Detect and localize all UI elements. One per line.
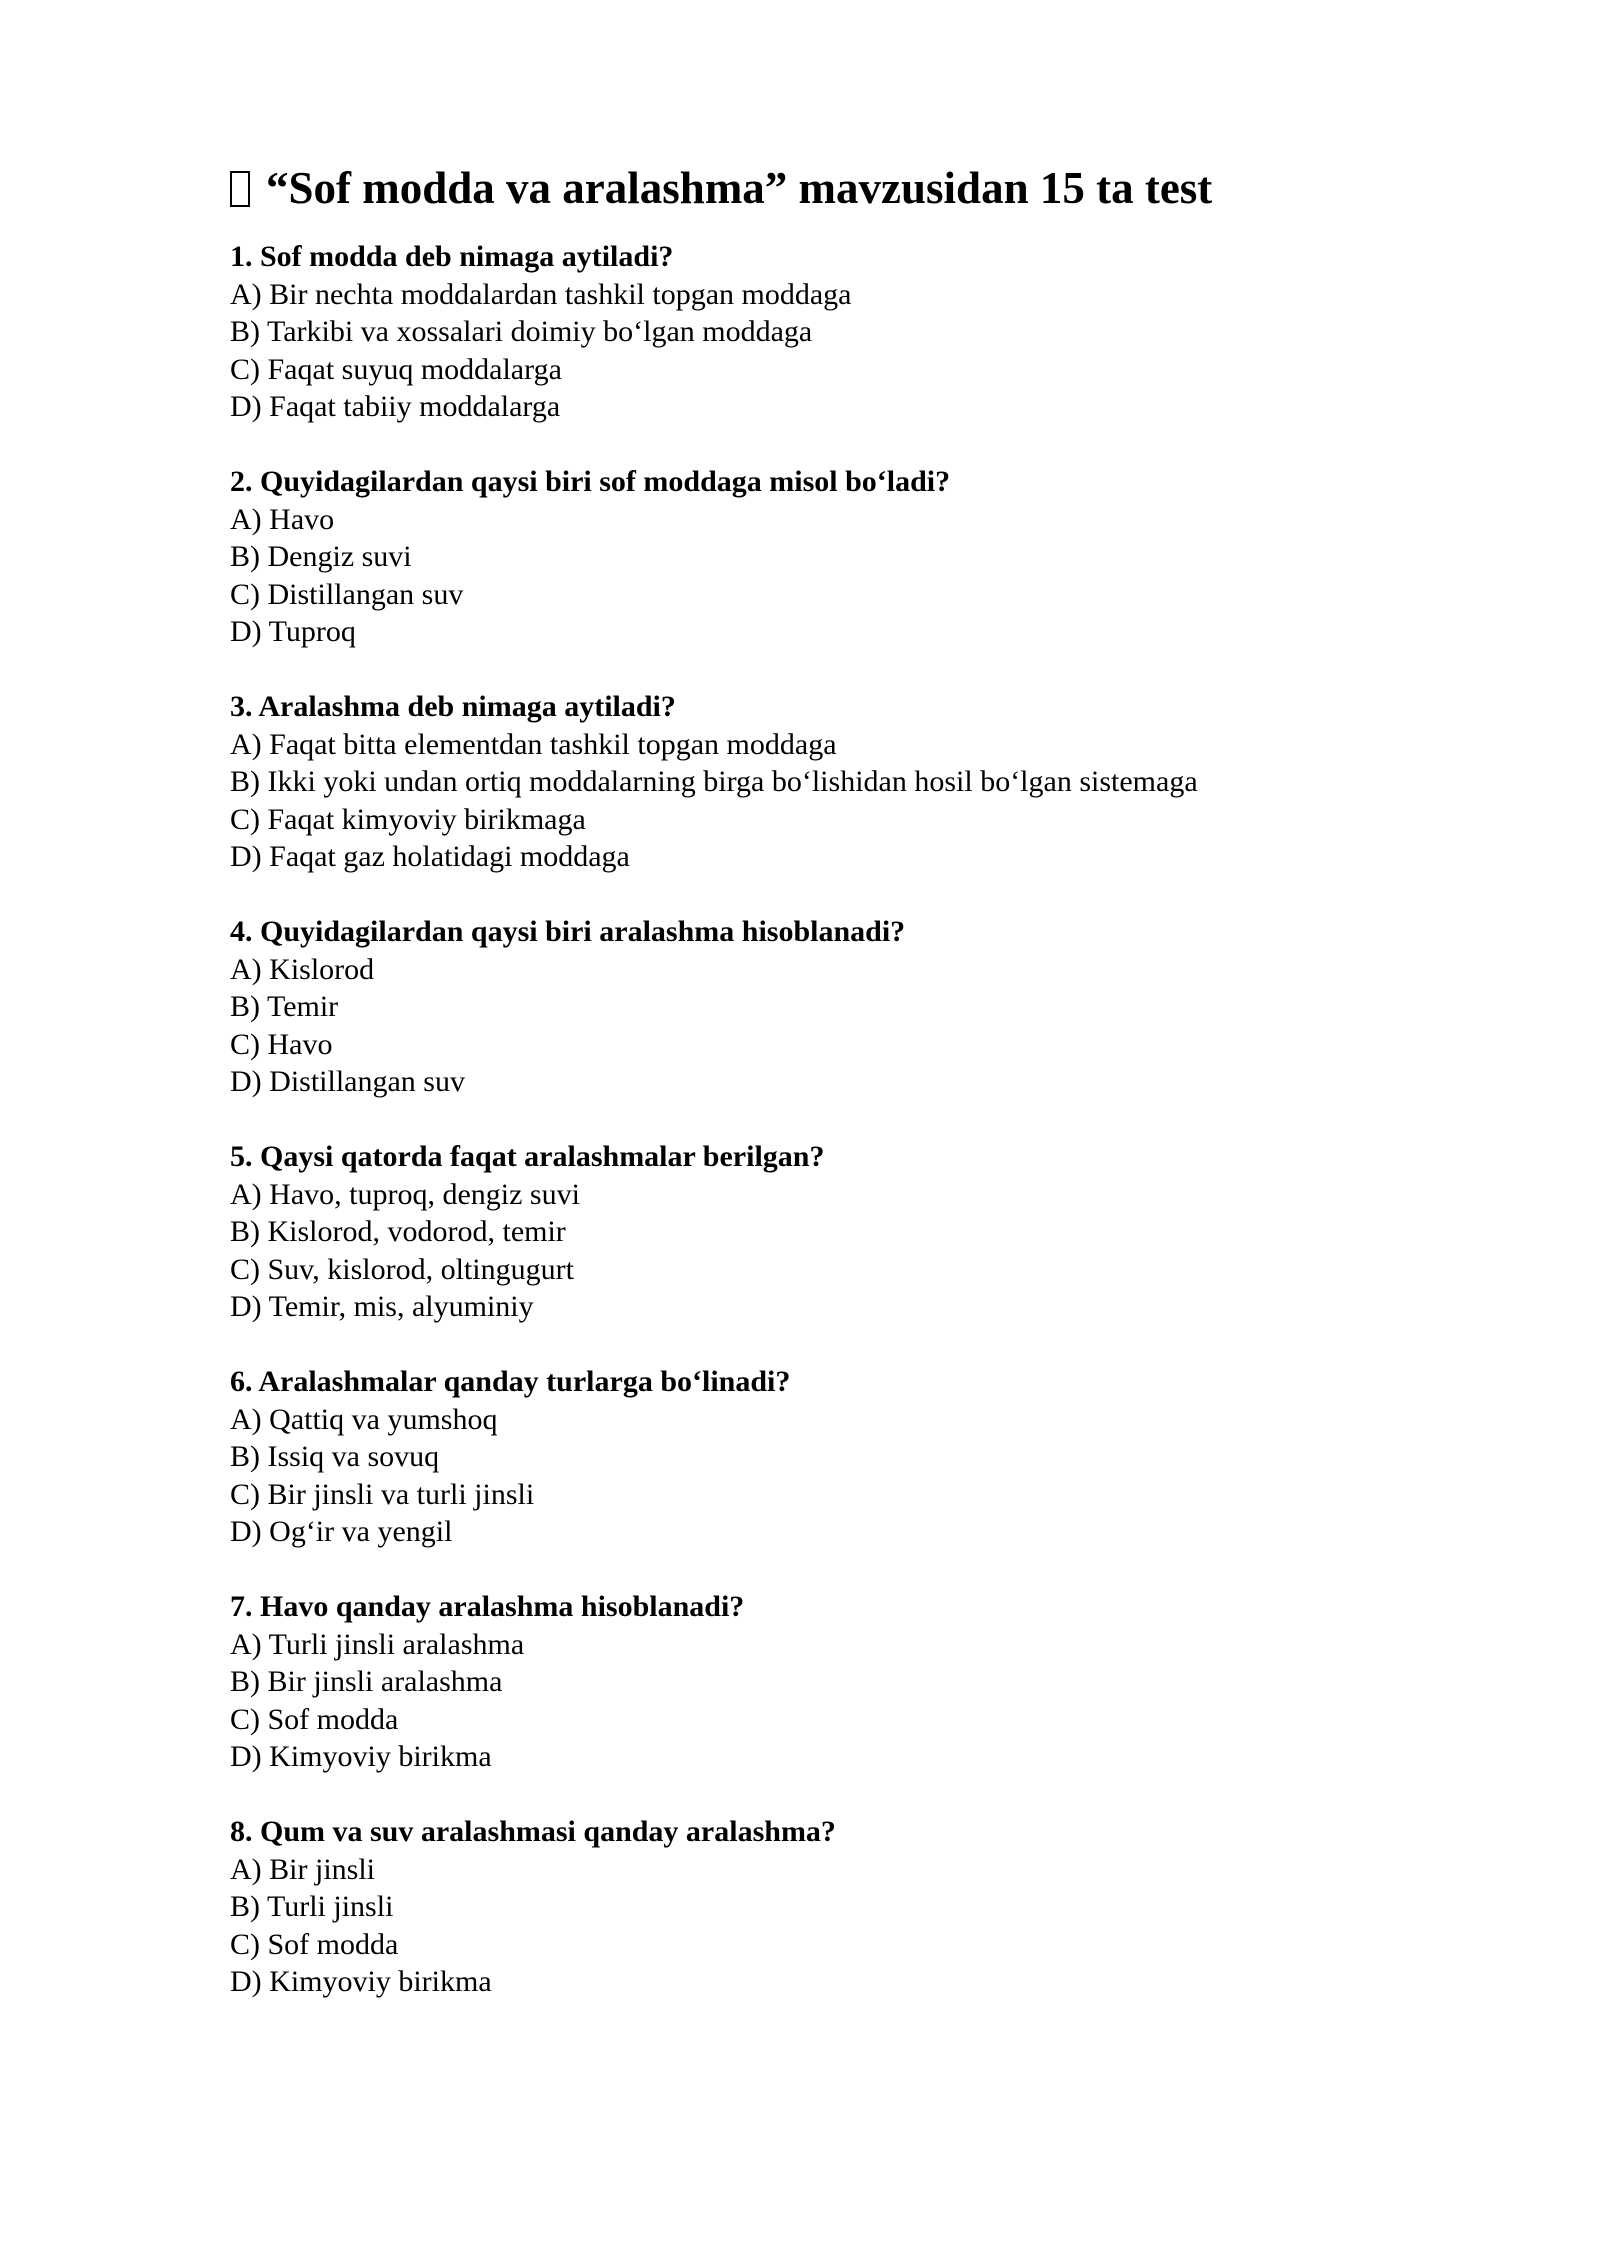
answer-option: C) Havo <box>230 1027 333 1061</box>
answer-option: A) Kislorod <box>230 952 375 986</box>
answer-option: A) Havo, tuproq, dengiz suvi <box>230 1177 580 1211</box>
answer-option: A) Faqat bitta elementdan tashkil topgan moddaga <box>230 727 837 761</box>
answer-option: D) Kimyoviy birikma <box>230 1965 492 1998</box>
question-text: 5. Qaysi qatorda faqat aralashmalar berilgan? <box>230 1140 825 1173</box>
answer-option: B) Issiq va sovuq <box>230 1440 440 1473</box>
question-item <box>230 1813 1410 2001</box>
answer-option: A) Bir nechta moddalardan tashkil topgan moddaga <box>230 277 852 311</box>
answer-option: B) Tarkibi va xossalari doimiy bo‘lgan moddaga <box>230 315 813 348</box>
question-item <box>230 463 1410 651</box>
answer-option: A) Qattiq va yumshoq <box>230 1402 498 1436</box>
answer-option: B) Kislorod, vodorod, temir <box>230 1215 566 1248</box>
question-item <box>230 1138 1410 1326</box>
answer-option: C) Suv, kislorod, oltingugurt <box>230 1252 574 1286</box>
answer-option: D) Faqat gaz holatidagi moddaga <box>230 840 630 873</box>
answer-option: D) Temir, mis, alyuminiy <box>230 1290 534 1323</box>
page-title <box>230 158 1410 218</box>
question-text: 2. Quyidagilardan qaysi biri sof moddaga misol bo‘ladi? <box>230 465 951 498</box>
answer-option: A) Havo <box>230 502 335 536</box>
answer-option: B) Temir <box>230 990 339 1023</box>
answer-option: C) Faqat suyuq moddalarga <box>230 352 562 386</box>
answer-option: D) Tuproq <box>230 615 356 648</box>
question-text: 4. Quyidagilardan qaysi biri aralashma hisoblanadi? <box>230 915 906 948</box>
answer-option: A) Turli jinsli aralashma <box>230 1627 525 1661</box>
answer-option: B) Ikki yoki undan ortiq moddalarning birga bo‘lishidan hosil bo‘lgan sistemaga <box>230 765 1198 798</box>
question-text: 8. Qum va suv aralashmasi qanday aralashma? <box>230 1815 836 1848</box>
question-text: 3. Aralashma deb nimaga aytiladi? <box>230 690 676 723</box>
question-item <box>230 1363 1410 1551</box>
document-content <box>230 158 1410 2038</box>
missing-glyph-icon <box>230 171 250 207</box>
answer-option: D) Faqat tabiiy moddalarga <box>230 390 561 423</box>
answer-option: D) Distillangan suv <box>230 1065 465 1098</box>
question-item <box>230 688 1410 876</box>
question-item <box>230 238 1410 426</box>
answer-option: B) Turli jinsli <box>230 1890 394 1923</box>
answer-option: C) Sof modda <box>230 1927 399 1961</box>
question-text: 7. Havo qanday aralashma hisoblanadi? <box>230 1590 745 1623</box>
question-text: 1. Sof modda deb nimaga aytiladi? <box>230 240 674 273</box>
question-item <box>230 913 1410 1101</box>
question-list <box>230 238 1410 2001</box>
question-text: 6. Aralashmalar qanday turlarga bo‘linadi? <box>230 1365 791 1398</box>
answer-option: D) Kimyoviy birikma <box>230 1740 492 1773</box>
answer-option: C) Faqat kimyoviy birikmaga <box>230 802 586 836</box>
answer-option: C) Distillangan suv <box>230 577 464 611</box>
page-title-text: “Sof modda va aralashma” mavzusidan 15 ta test <box>266 163 1213 213</box>
answer-option: D) Og‘ir va yengil <box>230 1515 453 1548</box>
question-item <box>230 1588 1410 1776</box>
answer-option: B) Bir jinsli aralashma <box>230 1665 503 1698</box>
answer-option: C) Sof modda <box>230 1702 399 1736</box>
answer-option: A) Bir jinsli <box>230 1852 376 1886</box>
answer-option: C) Bir jinsli va turli jinsli <box>230 1477 535 1511</box>
answer-option: B) Dengiz suvi <box>230 540 412 573</box>
